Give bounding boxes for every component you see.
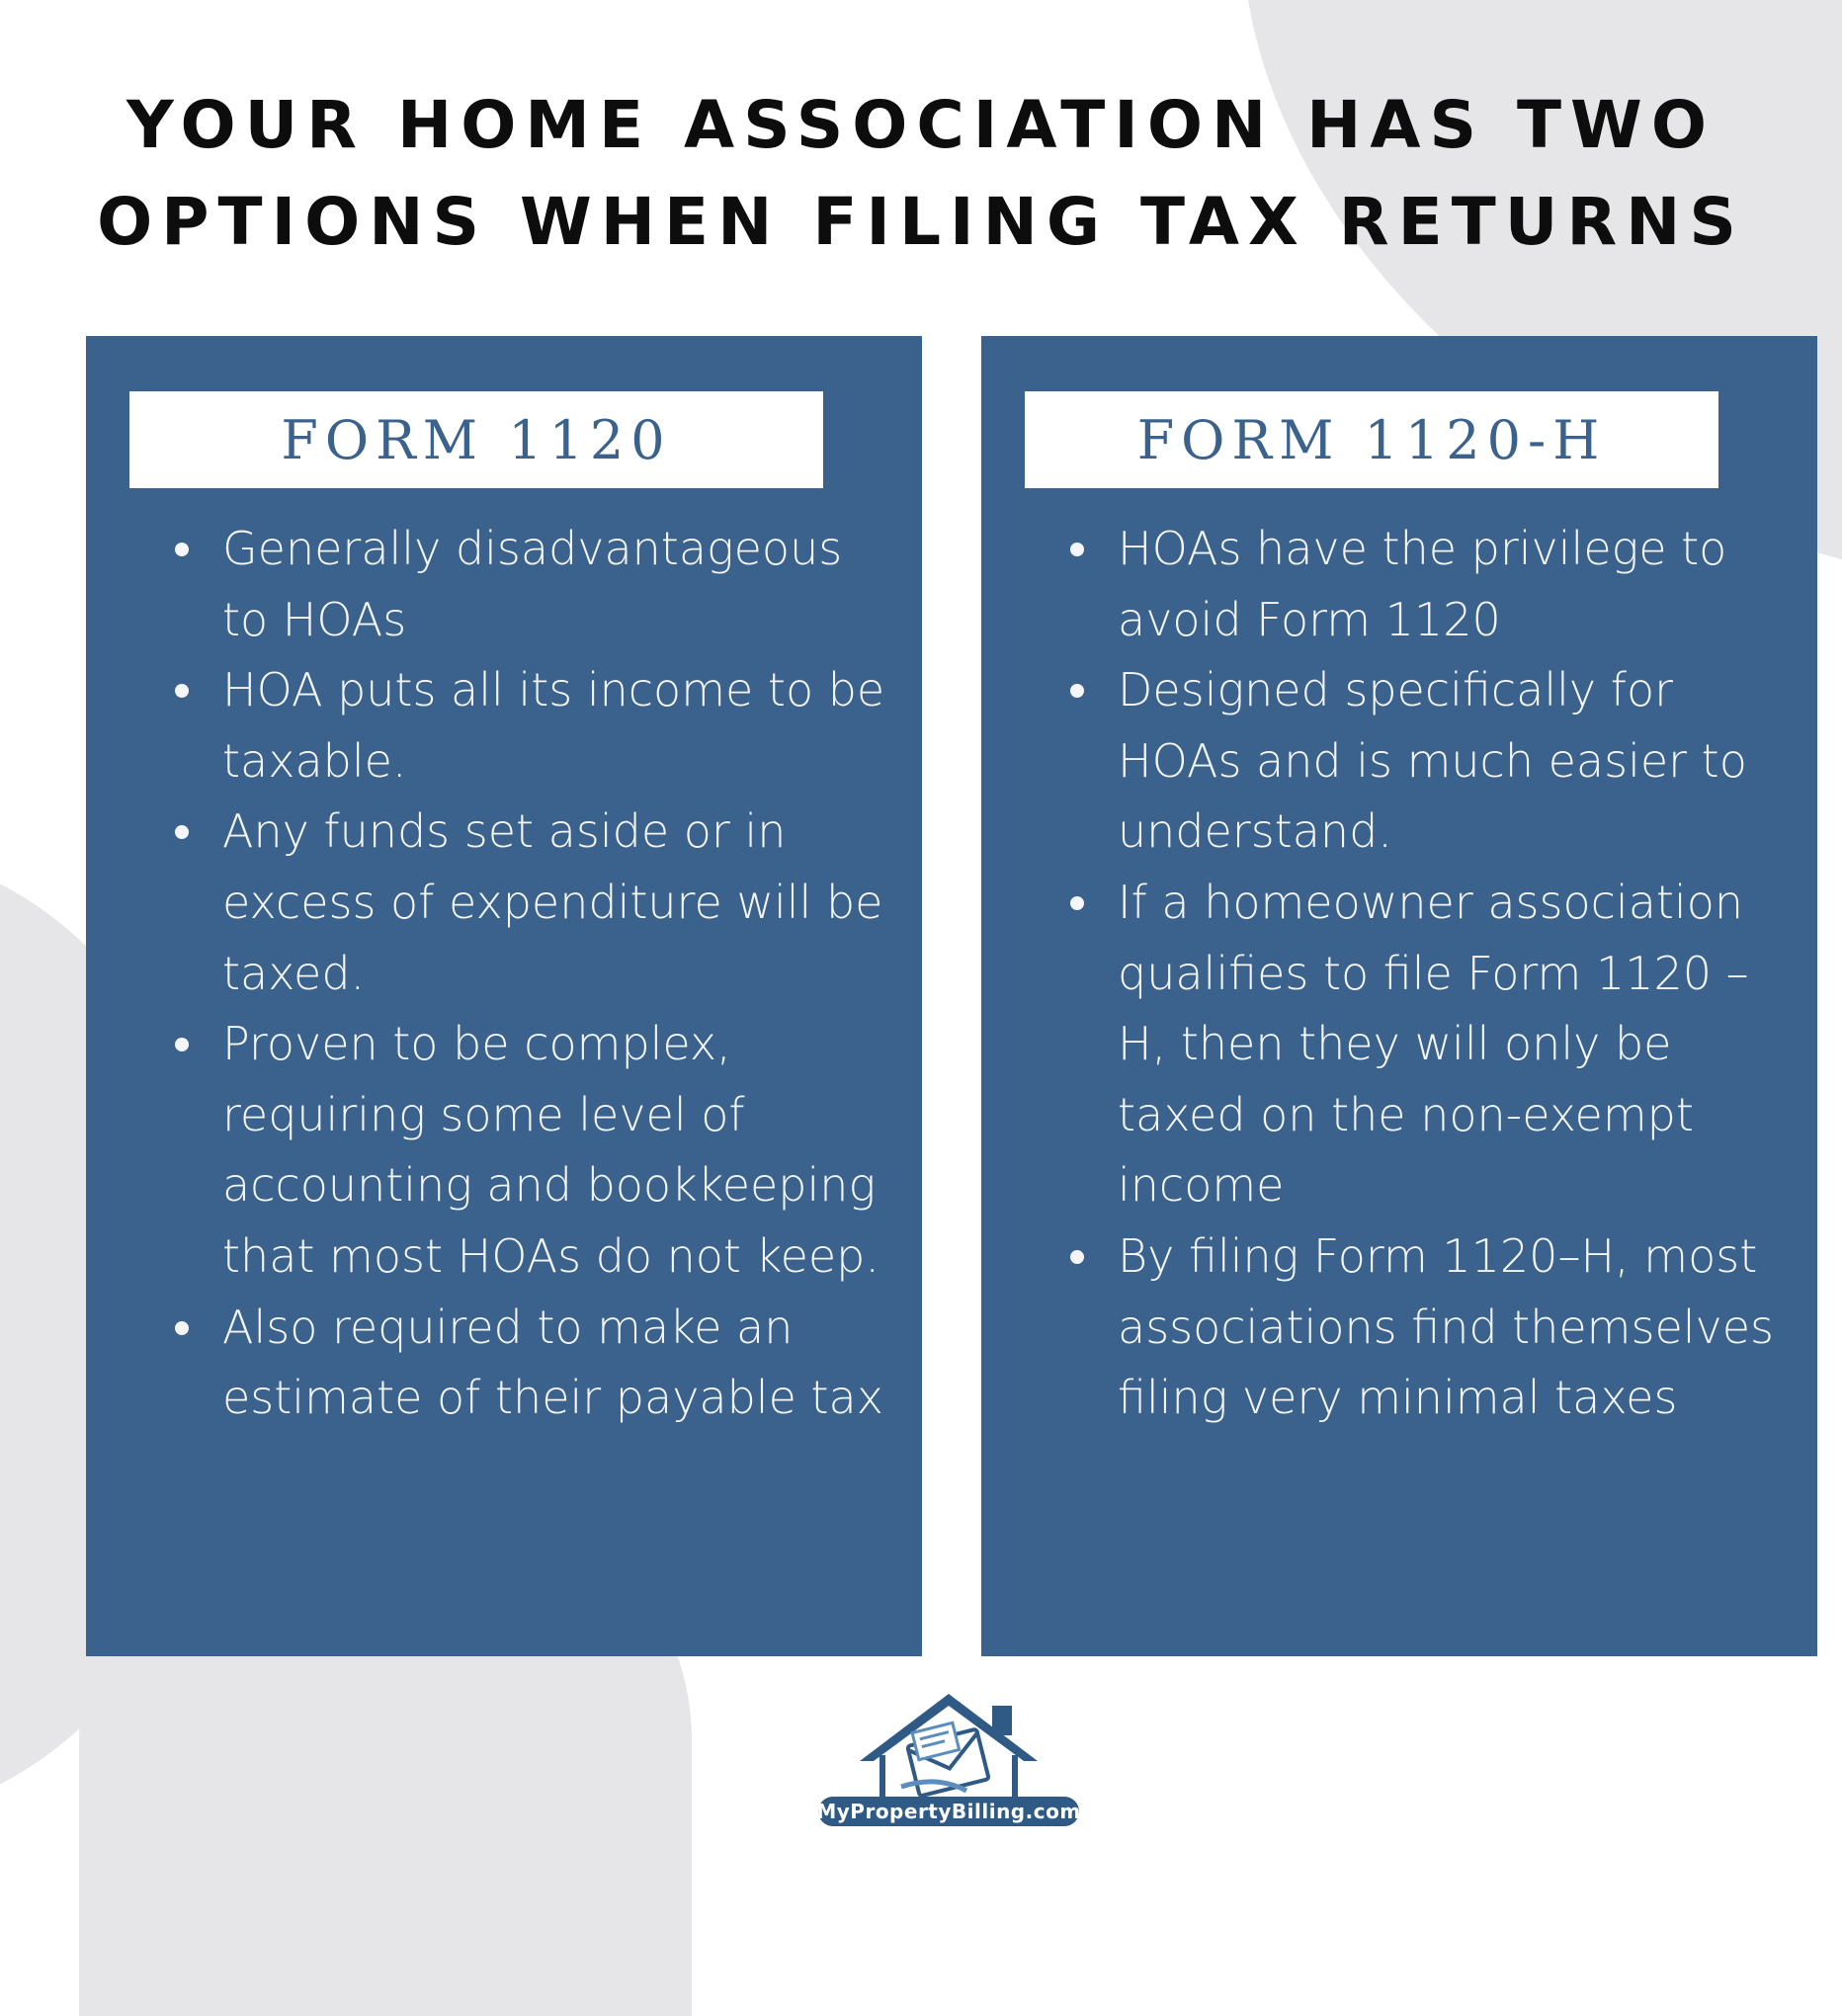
form-1120-h-bullet-list xyxy=(1070,514,1782,1434)
list-item: If a homeowner association qualifies to file Form 1120 – H, then they will only be taxed on the non-exempt income xyxy=(1070,868,1782,1221)
list-item: Any funds set aside or in excess of expenditure will be taxed. xyxy=(175,797,886,1009)
list-item: Proven to be complex, requiring some level of accounting and bookkeeping that most HOAs do not keep. xyxy=(175,1009,886,1292)
list-item: HOA puts all its income to be taxable. xyxy=(175,655,886,797)
form-1120-label: FORM 1120 xyxy=(129,391,823,488)
page-title-line-2: OPTIONS WHEN FILING TAX RETURNS xyxy=(97,184,1745,260)
form-1120-bullet-list xyxy=(175,514,886,1434)
page-title xyxy=(0,77,1842,271)
page-title-line-1: YOUR HOME ASSOCIATION HAS TWO xyxy=(126,87,1716,163)
form-1120-h-panel xyxy=(981,336,1817,1656)
list-item: Designed specifically for HOAs and is much easier to understand. xyxy=(1070,655,1782,868)
brand-logo xyxy=(818,1692,1079,1826)
form-1120-panel xyxy=(86,336,922,1656)
list-item: Also required to make an estimate of their payable tax xyxy=(175,1293,886,1434)
brand-logo-text: MyPropertyBilling.com xyxy=(818,1797,1079,1826)
list-item: By filing Form 1120–H, most associations find themselves filing very minimal taxes xyxy=(1070,1221,1782,1434)
list-item: Generally disadvantageous to HOAs xyxy=(175,514,886,655)
list-item: HOAs have the privilege to avoid Form 1120 xyxy=(1070,514,1782,655)
form-1120-h-label: FORM 1120-H xyxy=(1025,391,1718,488)
house-with-envelope-icon xyxy=(818,1692,1079,1803)
